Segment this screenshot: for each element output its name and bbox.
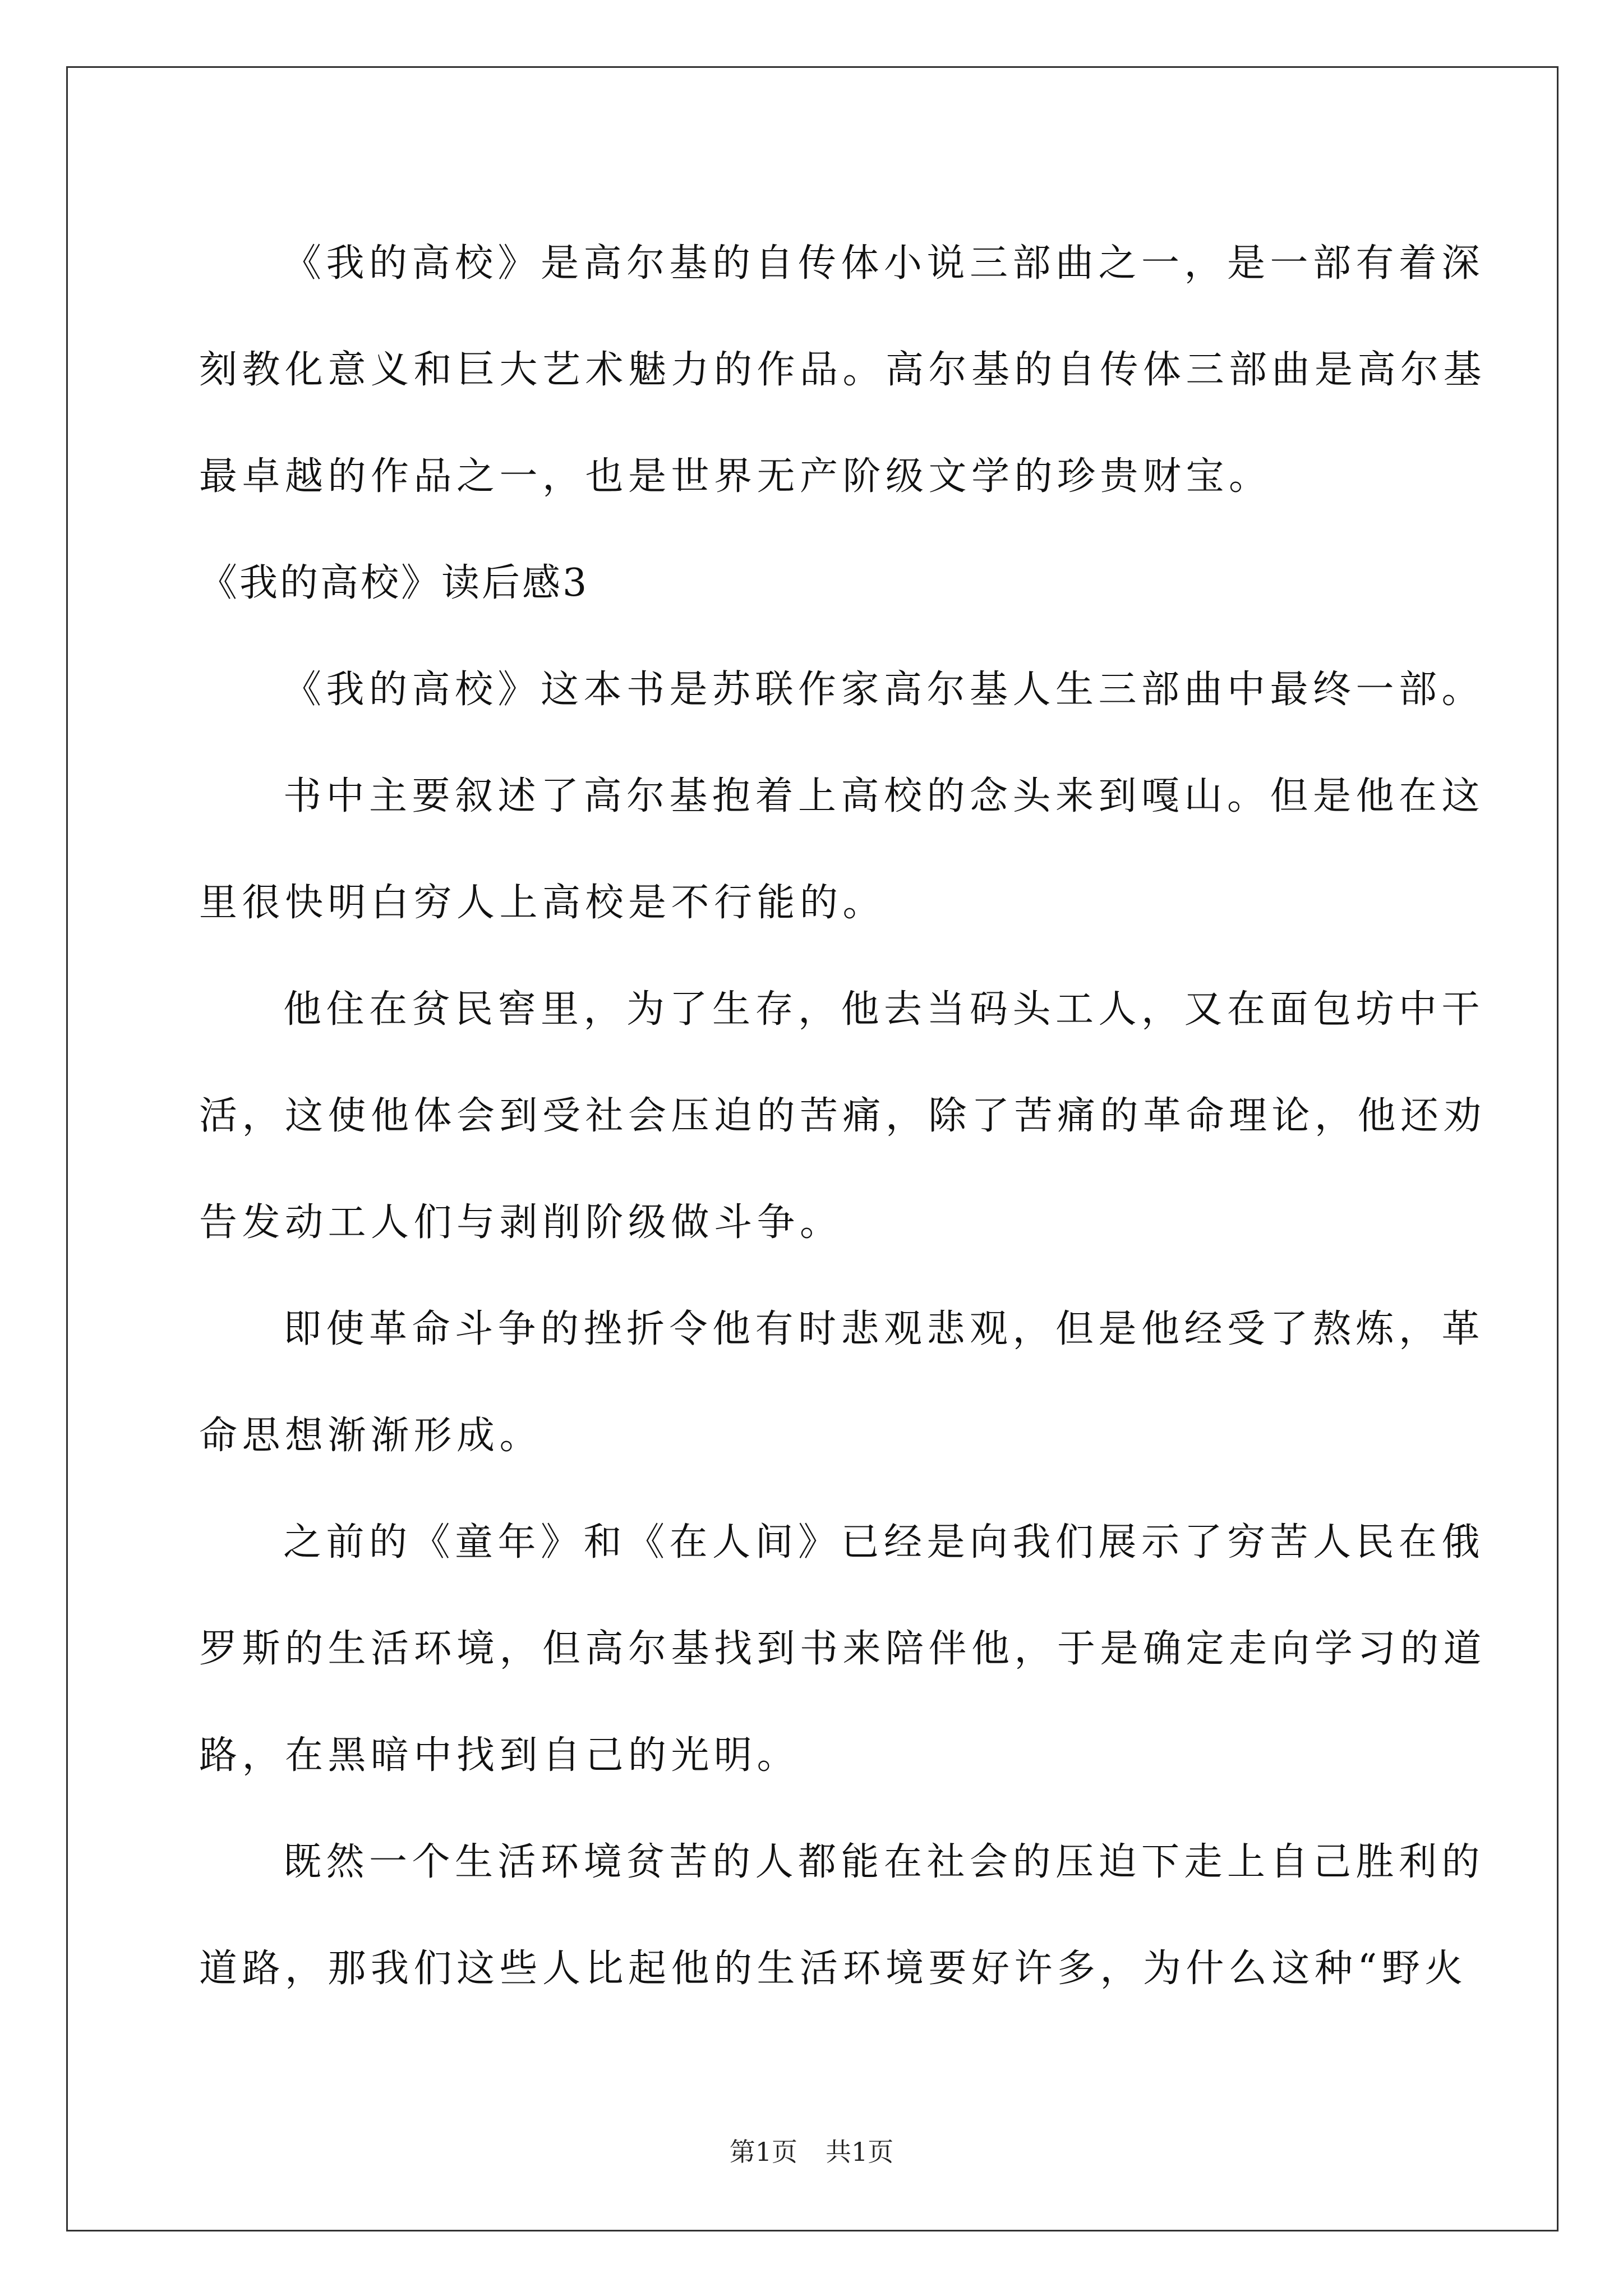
text-line: 命思想渐渐形成。 (199, 1414, 543, 1458)
text-line: 道路，那我们这些人比起他的生活环境要好许多，为什么这种“野火 (199, 1947, 1468, 1991)
text-line: 罗斯的生活环境，但高尔基找到书来陪伴他，于是确定走向学习的道 (199, 1627, 1487, 1671)
text-line: 活，这使他体会到受社会压迫的苦痛，除了苦痛的革命理论，他还劝 (199, 1094, 1487, 1138)
text-line: 即使革命斗争的挫折令他有时悲观悲观，但是他经受了熬炼，革 (283, 1307, 1485, 1351)
page-footer (0, 2132, 1623, 2169)
page-total: 共1页 (826, 2137, 894, 2167)
text-line: 告发动工人们与剥削阶级做斗争。 (199, 1200, 843, 1245)
text-line: 最卓越的作品之一，也是世界无产阶级文学的珍贵财宝。 (199, 454, 1272, 499)
page-number: 第1页 (729, 2137, 797, 2167)
text-line: 他住在贫民窖里，为了生存，他去当码头工人，又在面包坊中干 (283, 987, 1485, 1032)
text-line: 之前的《童年》和《在人间》已经是向我们展示了穷苦人民在俄 (283, 1520, 1485, 1565)
text-line: 书中主要叙述了高尔基抱着上高校的念头来到嘎山。但是他在这 (283, 774, 1485, 818)
text-line: 《我的高校》是高尔基的自传体小说三部曲之一，是一部有着深 (283, 241, 1485, 286)
text-line: 《我的高校》这本书是苏联作家高尔基人生三部曲中最终一部。 (283, 668, 1485, 712)
document-body (199, 210, 1487, 2022)
text-line: 路，在黑暗中找到自己的光明。 (199, 1733, 800, 1778)
text-line: 既然一个生活环境贫苦的人都能在社会的压迫下走上自己胜利的 (283, 1840, 1485, 1884)
section-heading: 《我的高校》读后感3 (199, 561, 589, 605)
text-line: 里很快明白穷人上高校是不行能的。 (199, 881, 886, 925)
text-line: 刻教化意义和巨大艺术魅力的作品。高尔基的自传体三部曲是高尔基 (199, 348, 1487, 392)
